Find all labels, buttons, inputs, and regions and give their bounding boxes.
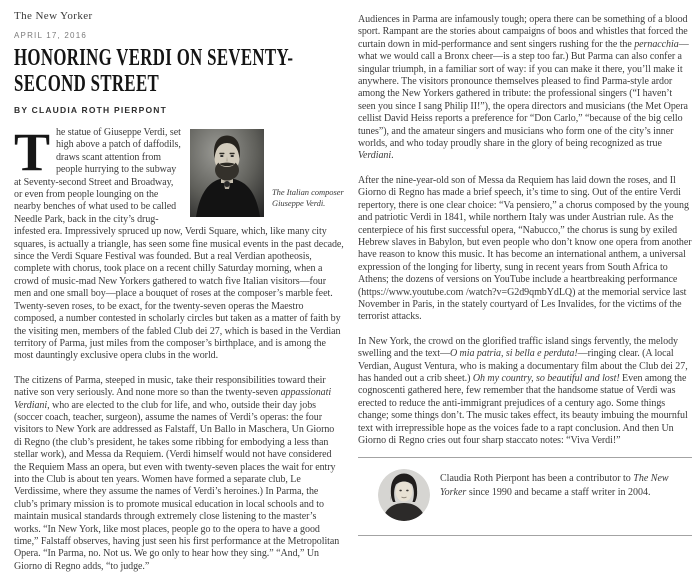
italic-phrase: O mia patria, si bella e perduta! bbox=[449, 348, 578, 360]
author-bio-text bbox=[440, 469, 690, 521]
article-paragraph bbox=[358, 14, 692, 163]
paragraph-text: ) at the memorial service last November in Paris, in the stately courtyard of Les Invalides, for the victims of the terrorist attacks. bbox=[358, 286, 687, 323]
drop-cap: T bbox=[14, 122, 50, 182]
article-byline: BY CLAUDIA ROTH PIERPONT bbox=[14, 105, 168, 115]
paragraph-text: In New York, the crowd on the glorified traffic island sings fervently, the melody swelling and the text— bbox=[358, 335, 678, 360]
paragraph-text: —what we would call a Bronx cheer—is a step too far.) But Parma can also confer a singular triumph, in a familiar sort of way: if you can make it there, you’ll make it anywhere. The visitors pronounce themselves pleased to find Parma-style ardor among the New Yorkers gathered in tribute: the professional singers (“I haven’t seen you since I sang Philip II!”), the opera directors and musicians (the Met Opera cellist David Heiss reports a preference for “Don Carlo,” “because of the big cello tunes”), and the amateur singers and musicians who form one of the city’s inner worlds, and who today proudly share in the glory of being recognized as true bbox=[358, 38, 689, 150]
right-column bbox=[358, 8, 692, 536]
article-paragraph bbox=[14, 375, 344, 574]
paragraph-text: . bbox=[391, 150, 394, 162]
paragraph-text: Audiences in Parma are infamously tough; opera there can be something of a blood sport. Rampant are the stories about campaigns of boos and whistles that forced the curtain down in mid-performance and sent singers rushing for the the bbox=[358, 14, 688, 50]
author-photo-image bbox=[378, 469, 430, 521]
author-bio bbox=[358, 457, 692, 536]
paragraph-text: After the nine-year-old son of Messa da Requiem has laid down the roses, and Il Giorno di Regno has made a brief speech, it’s time to sing. Out of the entire Verdi repertory, there is one clear choice: “Va pensiero,” a chorus composed by the young and patriotic Verdi in 1841, while northern Italy was under Austrian rule. As the centerpiece of his first successful opera, “Nabucco,” the chorus is sung by exiled Hebrew slaves in Babylon, but even people who don’t know one opera from another have reason to know this music. It has become an international anthem, a universal expression of the longing for liberty, sung in recent years from South Africa to Athens; the dozens of versions on YouTube include a heartbreaking performance ( bbox=[358, 174, 692, 298]
figure-caption-line2: Giuseppe Verdi. bbox=[272, 198, 326, 208]
italic-phrase: Oh my country, so beautiful and lost! bbox=[472, 372, 620, 384]
paragraph-text: , who are elected to the club for life, and who, outside their day jobs (soccer coach, teacher, surgeon), assume the names of Verdi’s operas: the four visitors to New York are addressed as Falstaff, Un Ballo in Maschera, Un Giorno di Regno (the club’s president, he takes some ribbing for embodying a less than stellar work), and Messa da Requiem. (Verdi himself would not have considered the Requiem Mass an opera, but even with twenty-seven places the wait for entry into the Club is about ten years. Women have formed a separate club, Le Verdissime, where they assume the names of Verdi’s heroines.) In Parma, the club’s primary mission is to promote musical education in local schools and to maintain musical standards through extremely close listening to the master’s works. “In New York, like most places, people go to the opera to have a good time,” Falstaff observes, having just seen his first performance at the Metropolitan Opera. “In Parma, no. Not us. We go only to hear how they sing.” “And,” Un Giorno di Regno adds, “to judge.” bbox=[14, 399, 340, 572]
italic-phrase: Verdiani bbox=[358, 150, 392, 162]
paragraph-text: —ringing clear. (A local Verdian, August Ventura, who is making a documentary film about the Club dei 27, has handed out a crib sheet.) bbox=[358, 348, 688, 384]
publish-date: APRIL 17, 2016 bbox=[14, 31, 87, 40]
article-title: HONORING VERDI ON SEVENTY-SECOND STREET bbox=[14, 45, 294, 97]
youtube-link[interactable]: https://www.youtube.com /watch?v=G2d9qmbYdLQ bbox=[361, 286, 573, 298]
author-avatar bbox=[378, 469, 430, 521]
paragraph-text: The citizens of Parma, steeped in music, take their responsibilities toward their native son very seriously. And none more so than the twenty-seven bbox=[14, 374, 326, 399]
left-column bbox=[14, 10, 344, 573]
italic-phrase: appassionati Verdiani bbox=[14, 387, 332, 411]
figure-caption-line1: The Italian composer bbox=[272, 187, 344, 197]
article-paragraph bbox=[14, 122, 344, 363]
article-paragraph bbox=[358, 336, 692, 448]
verdi-figure bbox=[190, 129, 344, 217]
verdi-portrait-image bbox=[190, 129, 264, 217]
publication-logo[interactable]: The New Yorker bbox=[14, 10, 93, 22]
bio-text-run: Claudia Roth Pierpont has been a contributor to bbox=[440, 473, 634, 485]
headline-wrap bbox=[14, 45, 344, 99]
publication-name-italic: The New Yorker bbox=[440, 473, 669, 499]
bio-text-run: since 1990 and became a staff writer in 2004. bbox=[466, 487, 651, 499]
article-paragraph bbox=[358, 175, 692, 324]
italic-phrase: pernacchia bbox=[634, 38, 679, 50]
paragraph-text: he statue of Giuseppe Verdi, set high above a patch of daffodils, draws scant attention from people hurrying to the subway at Seventy-second Street and Broadway, or even from people lounging on the nearby benches of what used to be called Needle Park, back in the city’s drug-infested era. Impressively spruced up now, Verdi Square, which, like many city squares, is actually a triangle, has seen some fine musical events in the past decade, since the Verdi Square Festival was founded. But a real Verdian apotheosis, complete with chorus, took place on a recent chilly Saturday morning, when a crowd of music-mad New Yorkers gathered to watch five Italian visitors—four men and one small boy—place a bouquet of roses at the composer’s marble feet. Twenty-seven roses, to be exact, for the twenty-seven operas the Maestro composed, a number contested in scholarly circles but taken as a matter of faith by the visiting men, members of the fabled Club dei 27, which is based in the Verdian territory of Parma, just miles from the composer’s birthplace, and is among the most dauntingly exclusive opera clubs in the world. bbox=[14, 127, 344, 362]
figure-caption bbox=[272, 187, 344, 217]
paragraph-text: Even among the cognoscenti gathered here, few remember that the handsome statue of Verdi was erected to reduce the anti-immigrant prejudices of a century ago. Some things change; some things don’t. The music takes effect, its beauty imbuing the mournful text with irrepressible hope as the voices fade to a rapt conclusion. And then Un Giorno di Regno cries out four sharp staccato notes: “Viva Verdi!” bbox=[358, 372, 688, 446]
